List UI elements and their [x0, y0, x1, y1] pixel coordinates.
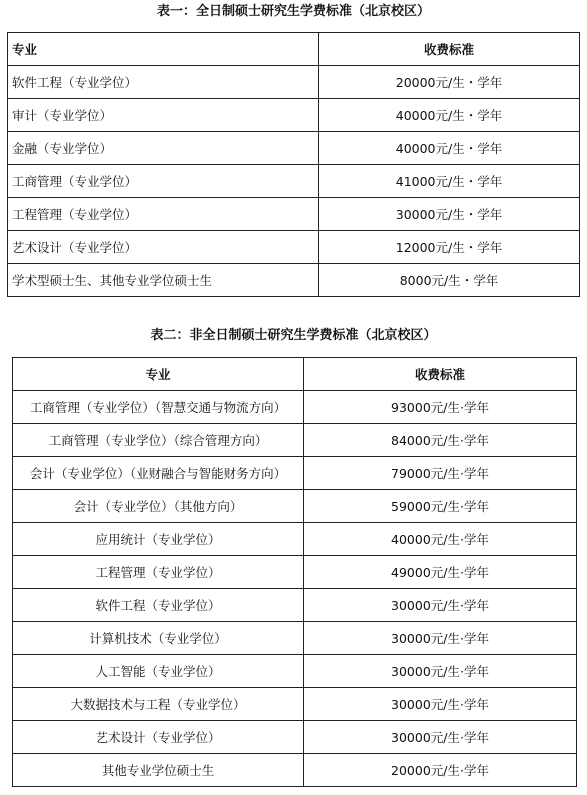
major-cell: 人工智能（专业学位）	[13, 655, 304, 688]
fee-cell: 40000元/生・学年	[319, 132, 580, 165]
table-row	[13, 391, 577, 424]
fee-cell: 20000元/生・学年	[319, 66, 580, 99]
major-cell: 艺术设计（专业学位）	[13, 721, 304, 754]
major-cell: 会计（专业学位）（业财融合与智能财务方向）	[13, 457, 304, 490]
major-cell: 工程管理（专业学位）	[13, 556, 304, 589]
column-header-major: 专业	[13, 358, 304, 391]
major-cell: 其他专业学位硕士生	[13, 754, 304, 787]
major-cell: 软件工程（专业学位）	[8, 66, 319, 99]
fee-cell: 12000元/生・学年	[319, 231, 580, 264]
table-row	[13, 556, 577, 589]
table-row	[8, 165, 580, 198]
table-row	[13, 721, 577, 754]
fee-cell: 40000元/生·学年	[304, 523, 577, 556]
major-cell: 工商管理（专业学位）（综合管理方向）	[13, 424, 304, 457]
fulltime-fee-table	[7, 32, 580, 297]
table-row	[8, 66, 580, 99]
major-cell: 大数据技术与工程（专业学位）	[13, 688, 304, 721]
fee-cell: 30000元/生·学年	[304, 589, 577, 622]
major-cell: 软件工程（专业学位）	[13, 589, 304, 622]
table-row	[8, 132, 580, 165]
major-cell: 学术型硕士生、其他专业学位硕士生	[8, 264, 319, 297]
major-cell: 金融（专业学位）	[8, 132, 319, 165]
table1-caption: 表一：全日制硕士研究生学费标准（北京校区）	[156, 4, 430, 19]
table-row	[13, 523, 577, 556]
fee-cell: 8000元/生・学年	[319, 264, 580, 297]
column-header-major: 专业	[8, 33, 319, 66]
fee-cell: 30000元/生·学年	[304, 688, 577, 721]
fee-cell: 30000元/生·学年	[304, 721, 577, 754]
table-row	[13, 688, 577, 721]
table2-caption: 表二：非全日制硕士研究生学费标准（北京校区）	[150, 328, 437, 343]
major-cell: 计算机技术（专业学位）	[13, 622, 304, 655]
fee-cell: 49000元/生·学年	[304, 556, 577, 589]
major-cell: 工商管理（专业学位）（智慧交通与物流方向）	[13, 391, 304, 424]
fee-cell: 84000元/生·学年	[304, 424, 577, 457]
table-row	[13, 457, 577, 490]
fee-cell: 41000元/生・学年	[319, 165, 580, 198]
table-row	[8, 264, 580, 297]
major-cell: 应用统计（专业学位）	[13, 523, 304, 556]
fee-cell: 20000元/生·学年	[304, 754, 577, 787]
table-row	[8, 198, 580, 231]
table-header-row	[8, 33, 580, 66]
table-row	[8, 99, 580, 132]
major-cell: 审计（专业学位）	[8, 99, 319, 132]
table-header-row	[13, 358, 577, 391]
major-cell: 工程管理（专业学位）	[8, 198, 319, 231]
fee-cell: 59000元/生·学年	[304, 490, 577, 523]
table-row	[13, 490, 577, 523]
table-row	[13, 754, 577, 787]
column-header-fee: 收费标准	[319, 33, 580, 66]
major-cell: 工商管理（专业学位）	[8, 165, 319, 198]
fee-cell: 30000元/生·学年	[304, 655, 577, 688]
table-row	[8, 231, 580, 264]
major-cell: 会计（专业学位）（其他方向）	[13, 490, 304, 523]
fee-cell: 79000元/生·学年	[304, 457, 577, 490]
fee-cell: 40000元/生・学年	[319, 99, 580, 132]
fee-cell: 30000元/生・学年	[319, 198, 580, 231]
table-row	[13, 622, 577, 655]
major-cell: 艺术设计（专业学位）	[8, 231, 319, 264]
table-row	[13, 655, 577, 688]
fee-cell: 93000元/生·学年	[304, 391, 577, 424]
table-row	[13, 589, 577, 622]
parttime-fee-table	[12, 357, 577, 787]
fee-cell: 30000元/生·学年	[304, 622, 577, 655]
column-header-fee: 收费标准	[304, 358, 577, 391]
table-row	[13, 424, 577, 457]
